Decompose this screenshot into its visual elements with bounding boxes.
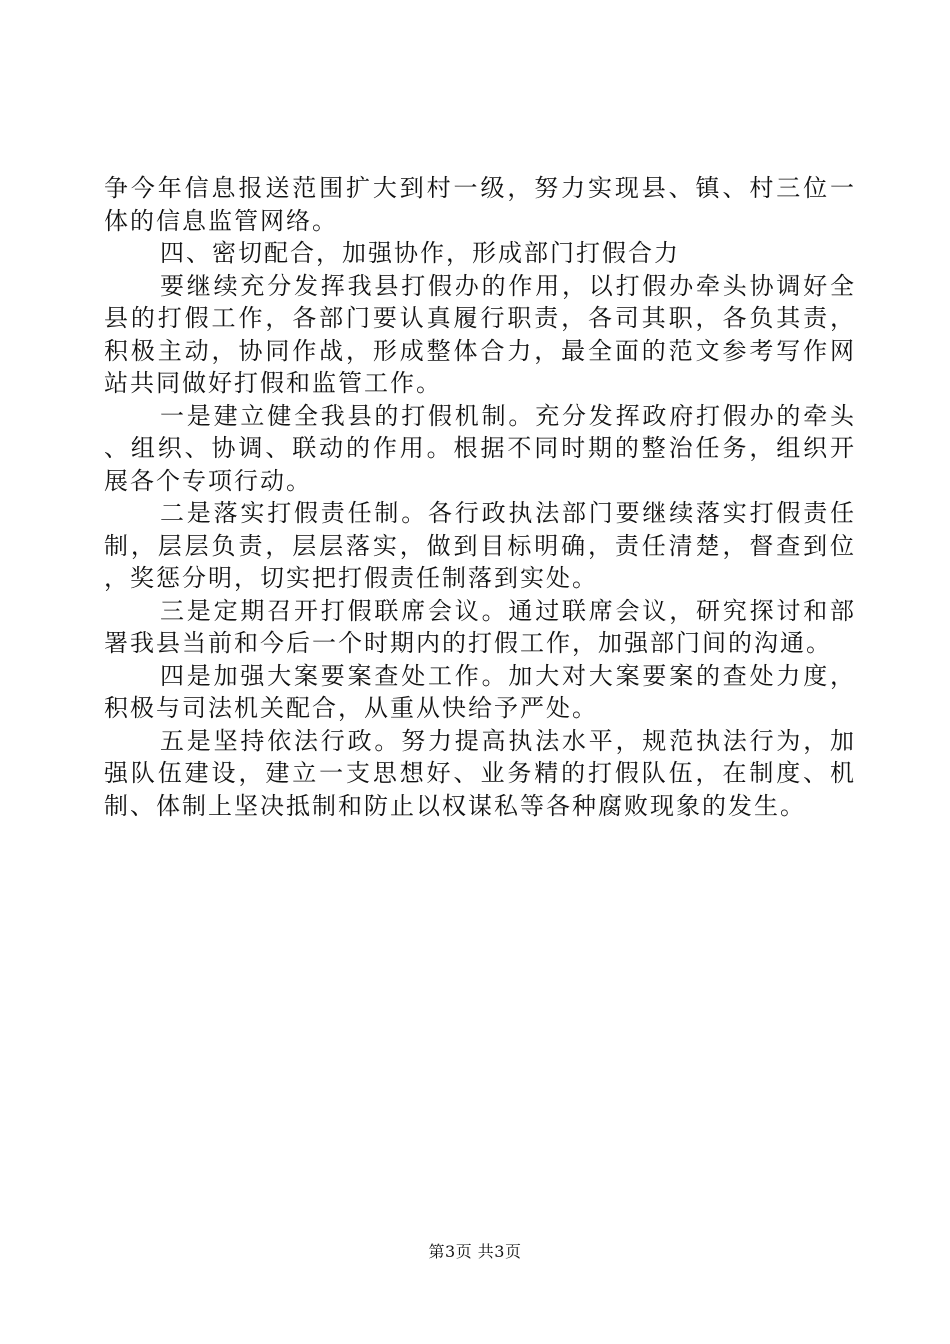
page-number-footer: 第3页 共3页 xyxy=(428,1242,522,1261)
paragraph-intro: 要继续充分发挥我县打假办的作用，以打假办牵头协调好全县的打假工作，各部门要认真履行职责，各司其职，各负其责，积极主动，协同作战，形成整体合力，最全面的范文参考写作网站共同做好打假和监管工作。 xyxy=(104,271,856,397)
paragraph-item-three: 三是定期召开打假联席会议。通过联席会议，研究探讨和部署我县当前和今后一个时期内的打假工作，加强部门间的沟通。 xyxy=(104,596,856,657)
paragraph-item-five: 五是坚持依法行政。努力提高执法水平，规范执法行为，加强队伍建设，建立一支思想好、业务精的打假队伍，在制度、机制、体制上坚决抵制和防止以权谋私等各种腐败现象的发生。 xyxy=(104,726,856,820)
paragraph-item-two: 二是落实打假责任制。各行政执法部门要继续落实打假责任制，层层负责，层层落实，做到目标明确，责任清楚，督查到位，奖惩分明，切实把打假责任制落到实处。 xyxy=(104,499,856,592)
document-body xyxy=(104,172,856,822)
section-heading-four: 四、密切配合，加强协作，形成部门打假合力 xyxy=(160,239,680,267)
paragraph-item-four: 四是加强大案要案查处工作。加大对大案要案的查处力度，积极与司法机关配合，从重从快给予严处。 xyxy=(104,661,856,722)
paragraph-continuation: 争今年信息报送范围扩大到村一级，努力实现县、镇、村三位一体的信息监管网络。 xyxy=(104,174,856,235)
paragraph-item-one: 一是建立健全我县的打假机制。充分发挥政府打假办的牵头、组织、协调、联动的作用。根据不同时期的整治任务，组织开展各个专项行动。 xyxy=(104,401,856,495)
